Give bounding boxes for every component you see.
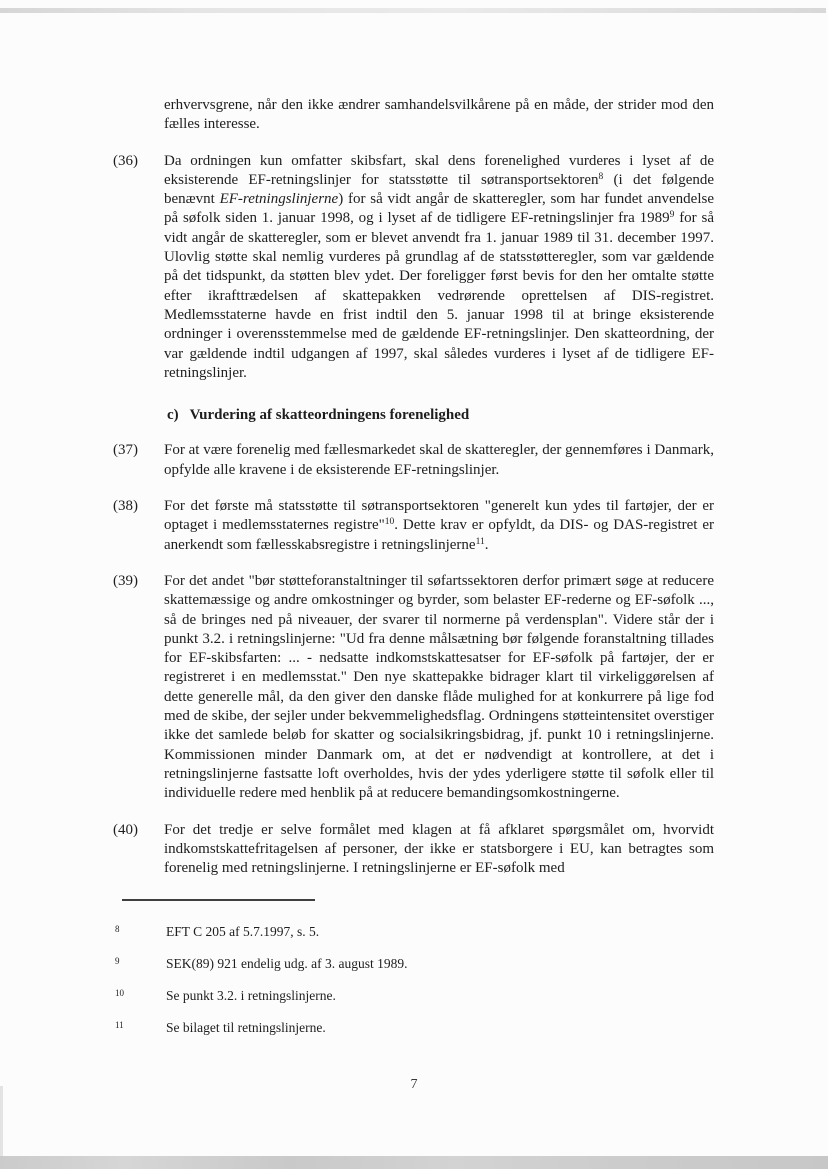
footnote-marker: 11: [115, 1020, 124, 1031]
footnote-ref-9: 9: [669, 210, 675, 221]
paragraph-text: [164, 152, 714, 384]
footnote-10: [113, 987, 714, 1004]
text-run: Da ordningen kun omfatter skibsfart, skal dens forenelighed vurderes i lyset af de eksisterende EF-retningslinjer for statsstøtte til søtransportsektoren: [164, 152, 714, 188]
footnote-marker: 8: [115, 924, 120, 935]
intro-paragraph-text: erhvervsgrene, når den ikke ændrer samhandelsvilkårene på en måde, der strider mod den fælles interesse.: [164, 97, 714, 133]
paragraph-38: [113, 497, 714, 555]
footnote-ref-10: 10: [384, 517, 395, 528]
footnote-text: SEK(89) 921 endelig udg. af 3. august 1989.: [166, 956, 408, 972]
footnote-9: [113, 955, 714, 972]
paragraph-number: (39): [113, 572, 138, 589]
text-run-italic: EF-retningslinjerne: [219, 191, 339, 208]
text-run: ) for så vidt angår de skatteregler, som har fundet anvendelse på søfolk siden 1. januar 1998, og i lyset af de tidligere EF-retningslinjer fra 1989: [164, 191, 714, 227]
footnote-11: [113, 1019, 714, 1036]
footnote-text: Se punkt 3.2. i retningslinjerne.: [166, 988, 336, 1004]
paragraph-number-spacer: [113, 96, 164, 135]
footnote-marker-cell: [113, 987, 166, 1004]
footnote-marker-cell: [113, 923, 166, 940]
paragraph-text: For at være forenelig med fællesmarkedet skal de skatteregler, der gennemføres i Danmark, opfylde alle kravene i de eksisterende EF-retningslinjer.: [164, 442, 714, 478]
scan-artifact-top-edge: [0, 8, 826, 13]
section-heading-c: [167, 406, 714, 425]
scan-artifact-left-edge: [0, 1086, 3, 1156]
page-number: 7: [410, 1077, 418, 1092]
footnote-marker: 9: [115, 956, 120, 967]
footnote-8: [113, 923, 714, 940]
paragraph-text: [164, 497, 714, 555]
paragraph-39: [113, 572, 714, 804]
footnote-ref-8: 8: [598, 171, 604, 182]
paragraph-text: For det tredje er selve formålet med klagen at få afklaret spørgsmålet om, hvorvidt indkomstskattefritagelsen af personer, der ikke er statsborgere i EU, kan betragtes som forenelig med retningslinjerne. I retningslinjerne er EF-søfolk med: [164, 821, 714, 877]
text-run: .: [484, 536, 489, 553]
text-run: For det første må statsstøtte til søtransportsektoren "generelt kun ydes til fartøjer, der er optaget i medlemsstaternes registre": [164, 498, 714, 534]
text-run: for så vidt angår de skatteregler, som er blevet anvendt fra 1. januar 1989 til 31. december 1997. Ulovlig støtte skal nemlig vurderes på grundlag af de statsstøtteregler, som var gældende på det tidspunkt, da støtten blev ydet. Der foreligger først bevis for den her omtalte støtte efter ikrafttrædelsen af skattepakken vedrørende oprettelsen af DIS-registret. Medlemsstaterne havde en frist indtil den 5. januar 1998 til at bringe eksisterende ordninger i overensstemmelse med de gældende EF-retningslinjer. Den skatteordning, der var gældende indtil udgangen af 1997, skal således vurderes i lyset af de tidligere EF-retningslinjer.: [164, 210, 714, 381]
heading-label: c): [167, 407, 179, 424]
paragraph-number: (40): [113, 821, 138, 838]
paragraph-36: [113, 152, 714, 384]
paragraph-number: (37): [113, 442, 138, 459]
footnote-text: EFT C 205 af 5.7.1997, s. 5.: [166, 924, 320, 940]
paragraph-40: [113, 821, 714, 879]
heading-title: Vurdering af skatteordningens forenelighed: [189, 407, 470, 424]
footnote-marker: 10: [115, 988, 124, 999]
paragraph-number: (36): [113, 152, 138, 169]
paragraph-37: [113, 441, 714, 480]
footnote-text: Se bilaget til retningslinjerne.: [166, 1020, 326, 1036]
text-run: . Dette krav er opfyldt, da DIS- og DAS-registret er anerkendt som fællesskabsregistre i retningslinjerne: [164, 517, 714, 553]
paragraph-number: (38): [113, 498, 138, 515]
footnote-marker-cell: [113, 1019, 166, 1036]
footnote-marker-cell: [113, 955, 166, 972]
text-run: (i det følgende benævnt: [164, 171, 715, 208]
scan-artifact-bottom-edge: [0, 1156, 828, 1169]
intro-paragraph: [113, 96, 714, 135]
footnote-separator: [122, 899, 315, 901]
paragraph-text: For det andet "bør støtteforanstaltninger til søfartssektoren derfor primært søge at reducere skattemæssige og andre omkostninger og byrder, som belaster EF-rederne og EF-søfolk ..., så de bringes ned på niveauer, der svarer til normerne på verdensplan". Videre står der i punkt 3.2. i retningslinjerne: "Ud fra denne målsætning bør følgende foranstaltning tillades for EF-skibsfarten: ... - nedsatte indkomstskattesatser for EF-søfolk på fartøjer, der er registreret i en medlemsstat." Den nye skattepakke bidrager klart til virkeliggørelsen af dette generelle mål, da den giver den danske flåde mulighed for at konkurrere på lige fod med de skibe, der sejler under bekvemmelighedsflag. Ordningens støtteintensitet overstiger ikke det samlede beløb for skatter og socialsikringsbidrag, jf. punkt 10 i retningslinjerne. Kommissionen minder Danmark om, at det er nødvendigt at kontrollere, at det i retningslinjerne fastsatte loft overholdes, hvis der ydes yderligere støtte til søfolk eller til individuelle redere med henblik på at reducere bemandingsomkostningerne.: [164, 572, 714, 802]
footnote-ref-11: 11: [475, 536, 485, 547]
page-content: [113, 96, 714, 1051]
